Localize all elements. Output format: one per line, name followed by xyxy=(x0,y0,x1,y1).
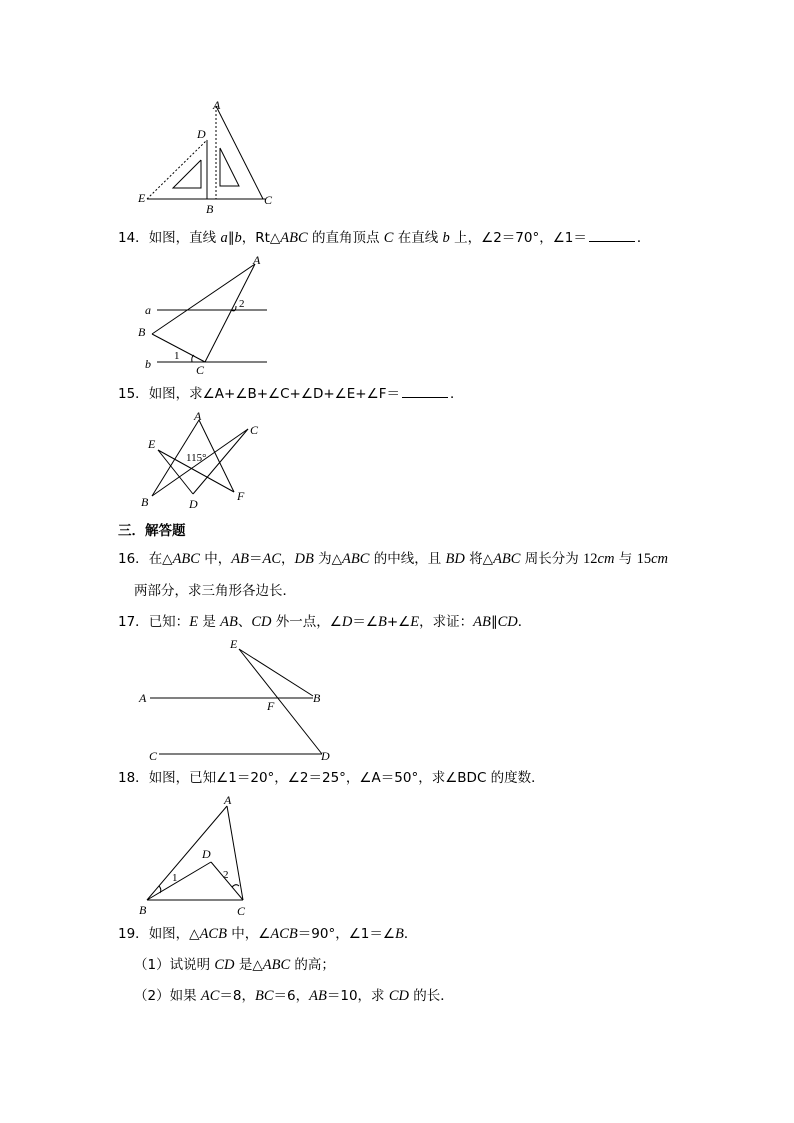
angle-label: 115° xyxy=(186,452,207,464)
label-a: A xyxy=(213,98,221,112)
transversal-figure xyxy=(135,632,345,767)
star-figure xyxy=(138,408,268,514)
question-17: 17．已知：E 是 AB、CD 外一点，∠D＝∠B+∠E，求证：AB∥CD． xyxy=(118,614,532,630)
label-line-a: a xyxy=(145,303,151,317)
segment-eb xyxy=(239,649,313,696)
label-f: F xyxy=(267,699,275,713)
question-18: 18．如图，已知∠1＝20°，∠2＝25°，∠A＝50°，求∠BDC 的度数． xyxy=(118,770,545,786)
label-a: A xyxy=(194,409,202,423)
question-19-part1: （1）试说明 CD 是△ABC 的高； xyxy=(134,957,335,973)
label-c: C xyxy=(237,904,246,918)
triangle-edge-ed xyxy=(147,140,207,199)
label-d: D xyxy=(321,749,330,763)
label-f: F xyxy=(237,489,245,503)
label-e: E xyxy=(138,191,146,205)
segment-bd xyxy=(147,862,211,900)
label-b: B xyxy=(141,495,149,509)
label-b: B xyxy=(138,325,146,339)
inner-cutout-left xyxy=(173,160,201,188)
segment-ed xyxy=(239,649,322,754)
label-b: B xyxy=(313,691,321,705)
question-19: 19．如图，△ACB 中，∠ACB＝90°，∠1＝∠B． xyxy=(118,926,418,942)
question-15: 15．如图，求∠A+∠B+∠C+∠D+∠E+∠F＝ ． xyxy=(118,386,464,402)
label-c: C xyxy=(149,749,158,763)
side-ac xyxy=(227,806,243,900)
set-square-figure xyxy=(135,96,285,216)
label-angle-1: 1 xyxy=(172,872,178,884)
label-angle-2: 2 xyxy=(223,869,229,881)
label-angle-2: 2 xyxy=(239,298,245,310)
label-c: C xyxy=(250,423,259,437)
label-line-b: b xyxy=(145,357,151,371)
label-b: B xyxy=(206,202,214,216)
label-angle-1: 1 xyxy=(174,350,180,362)
label-e: E xyxy=(230,637,238,651)
label-a: A xyxy=(253,253,261,267)
question-16-line2: 两部分，求三角形各边长． xyxy=(134,583,296,599)
angle-2-arc xyxy=(232,885,239,887)
inner-cutout-right xyxy=(220,148,239,186)
label-d: D xyxy=(197,127,206,141)
label-a: A xyxy=(139,691,147,705)
question-16: 16．在△ABC 中，AB＝AC，DB 为△ABC 的中线，且 BD 将△ABC 周长分为 12cm 与 15cm xyxy=(118,551,668,567)
parallel-lines-figure xyxy=(135,252,280,377)
triangle-edge-ac xyxy=(216,106,263,199)
label-c: C xyxy=(196,363,205,377)
answer-blank-14[interactable] xyxy=(589,229,635,242)
label-c: C xyxy=(264,193,273,207)
segment-dc xyxy=(211,862,243,900)
label-e: E xyxy=(148,437,156,451)
section-heading: 三．解答题 xyxy=(118,523,186,539)
question-19-part2: （2）如果 AC＝8，BC＝6，AB＝10，求 CD 的长． xyxy=(134,988,454,1004)
label-b: B xyxy=(139,903,147,917)
side-ab xyxy=(147,806,227,900)
label-d: D xyxy=(202,847,211,861)
triangle-figure xyxy=(135,790,265,920)
side-ac xyxy=(205,264,255,362)
question-14: 14．如图，直线 a∥b，Rt△ABC 的直角顶点 C 在直线 b 上，∠2＝70°，∠1＝ ． xyxy=(118,230,651,246)
label-d: D xyxy=(189,497,198,511)
label-a: A xyxy=(224,793,232,807)
answer-blank-15[interactable] xyxy=(402,385,448,398)
